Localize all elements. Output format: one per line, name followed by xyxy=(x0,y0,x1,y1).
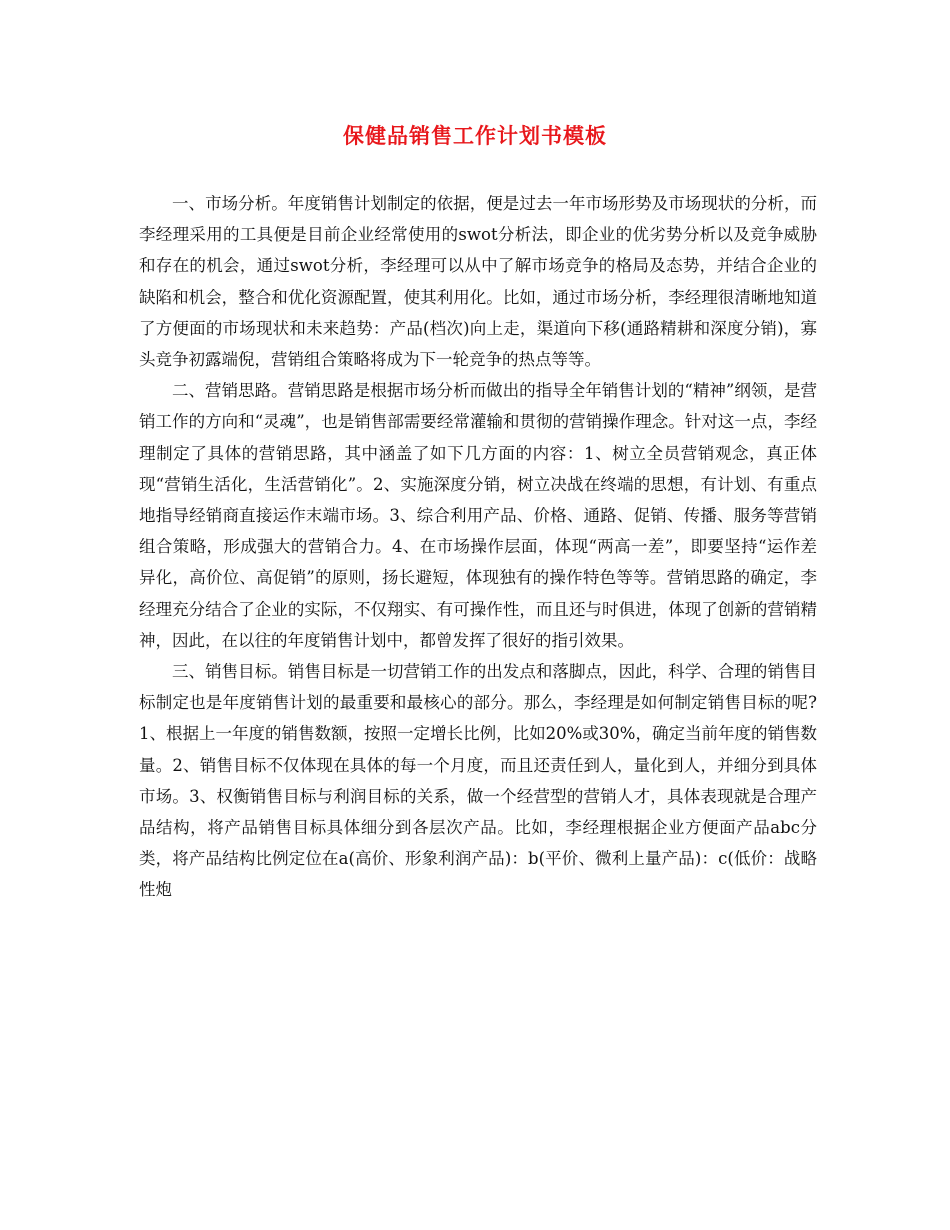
document-body xyxy=(139,188,817,906)
paragraph-sales-target: 三、销售目标。销售目标是一切营销工作的出发点和落脚点，因此，科学、合理的销售目标制定也是年度销售计划的最重要和最核心的部分。那么，李经理是如何制定销售目标的呢?1、根据上一年度的销售数额，按照一定增长比例，比如20%或30%，确定当前年度的销售数量。2、销售目标不仅体现在具体的每一个月度，而且还责任到人，量化到人，并细分到具体市场。3、权衡销售目标与利润目标的关系，做一个经营型的营销人才，具体表现就是合理产品结构，将产品销售目标具体细分到各层次产品。比如，李经理根据企业方便面产品abc分类，将产品结构比例定位在a(高价、形象利润产品)：b(平价、微利上量产品)：c(低价：战略性炮 xyxy=(139,662,817,900)
paragraph-market-analysis: 一、市场分析。年度销售计划制定的依据，便是过去一年市场形势及市场现状的分析，而李经理采用的工具便是目前企业经常使用的swot分析法，即企业的优劣势分析以及竞争威胁和存在的机会，通过swot分析，李经理可以从中了解市场竞争的格局及态势，并结合企业的缺陷和机会，整合和优化资源配置，使其利用化。比如，通过市场分析，李经理很清晰地知道了方便面的市场现状和未来趋势：产品(档次)向上走，渠道向下移(通路精耕和深度分销)，寡头竞争初露端倪，营销组合策略将成为下一轮竞争的热点等等。 xyxy=(139,194,817,370)
paragraph-marketing-approach: 二、营销思路。营销思路是根据市场分析而做出的指导全年销售计划的“精神”纲领，是营销工作的方向和“灵魂”，也是销售部需要经常灌输和贯彻的营销操作理念。针对这一点，李经理制定了具体的营销思路，其中涵盖了如下几方面的内容：1、树立全员营销观念，真正体现“营销生活化，生活营销化”。2、实施深度分销，树立决战在终端的思想，有计划、有重点地指导经销商直接运作末端市场。3、综合利用产品、价格、通路、促销、传播、服务等营销组合策略，形成强大的营销合力。4、在市场操作层面，体现“两高一差”，即要坚持“运作差异化，高价位、高促销”的原则，扬长避短，体现独有的操作特色等等。营销思路的确定，李经理充分结合了企业的实际，不仅翔实、有可操作性，而且还与时俱进，体现了创新的营销精神，因此，在以往的年度销售计划中，都曾发挥了很好的指引效果。 xyxy=(139,381,817,650)
document-title: 保健品销售工作计划书模板 xyxy=(343,123,607,148)
